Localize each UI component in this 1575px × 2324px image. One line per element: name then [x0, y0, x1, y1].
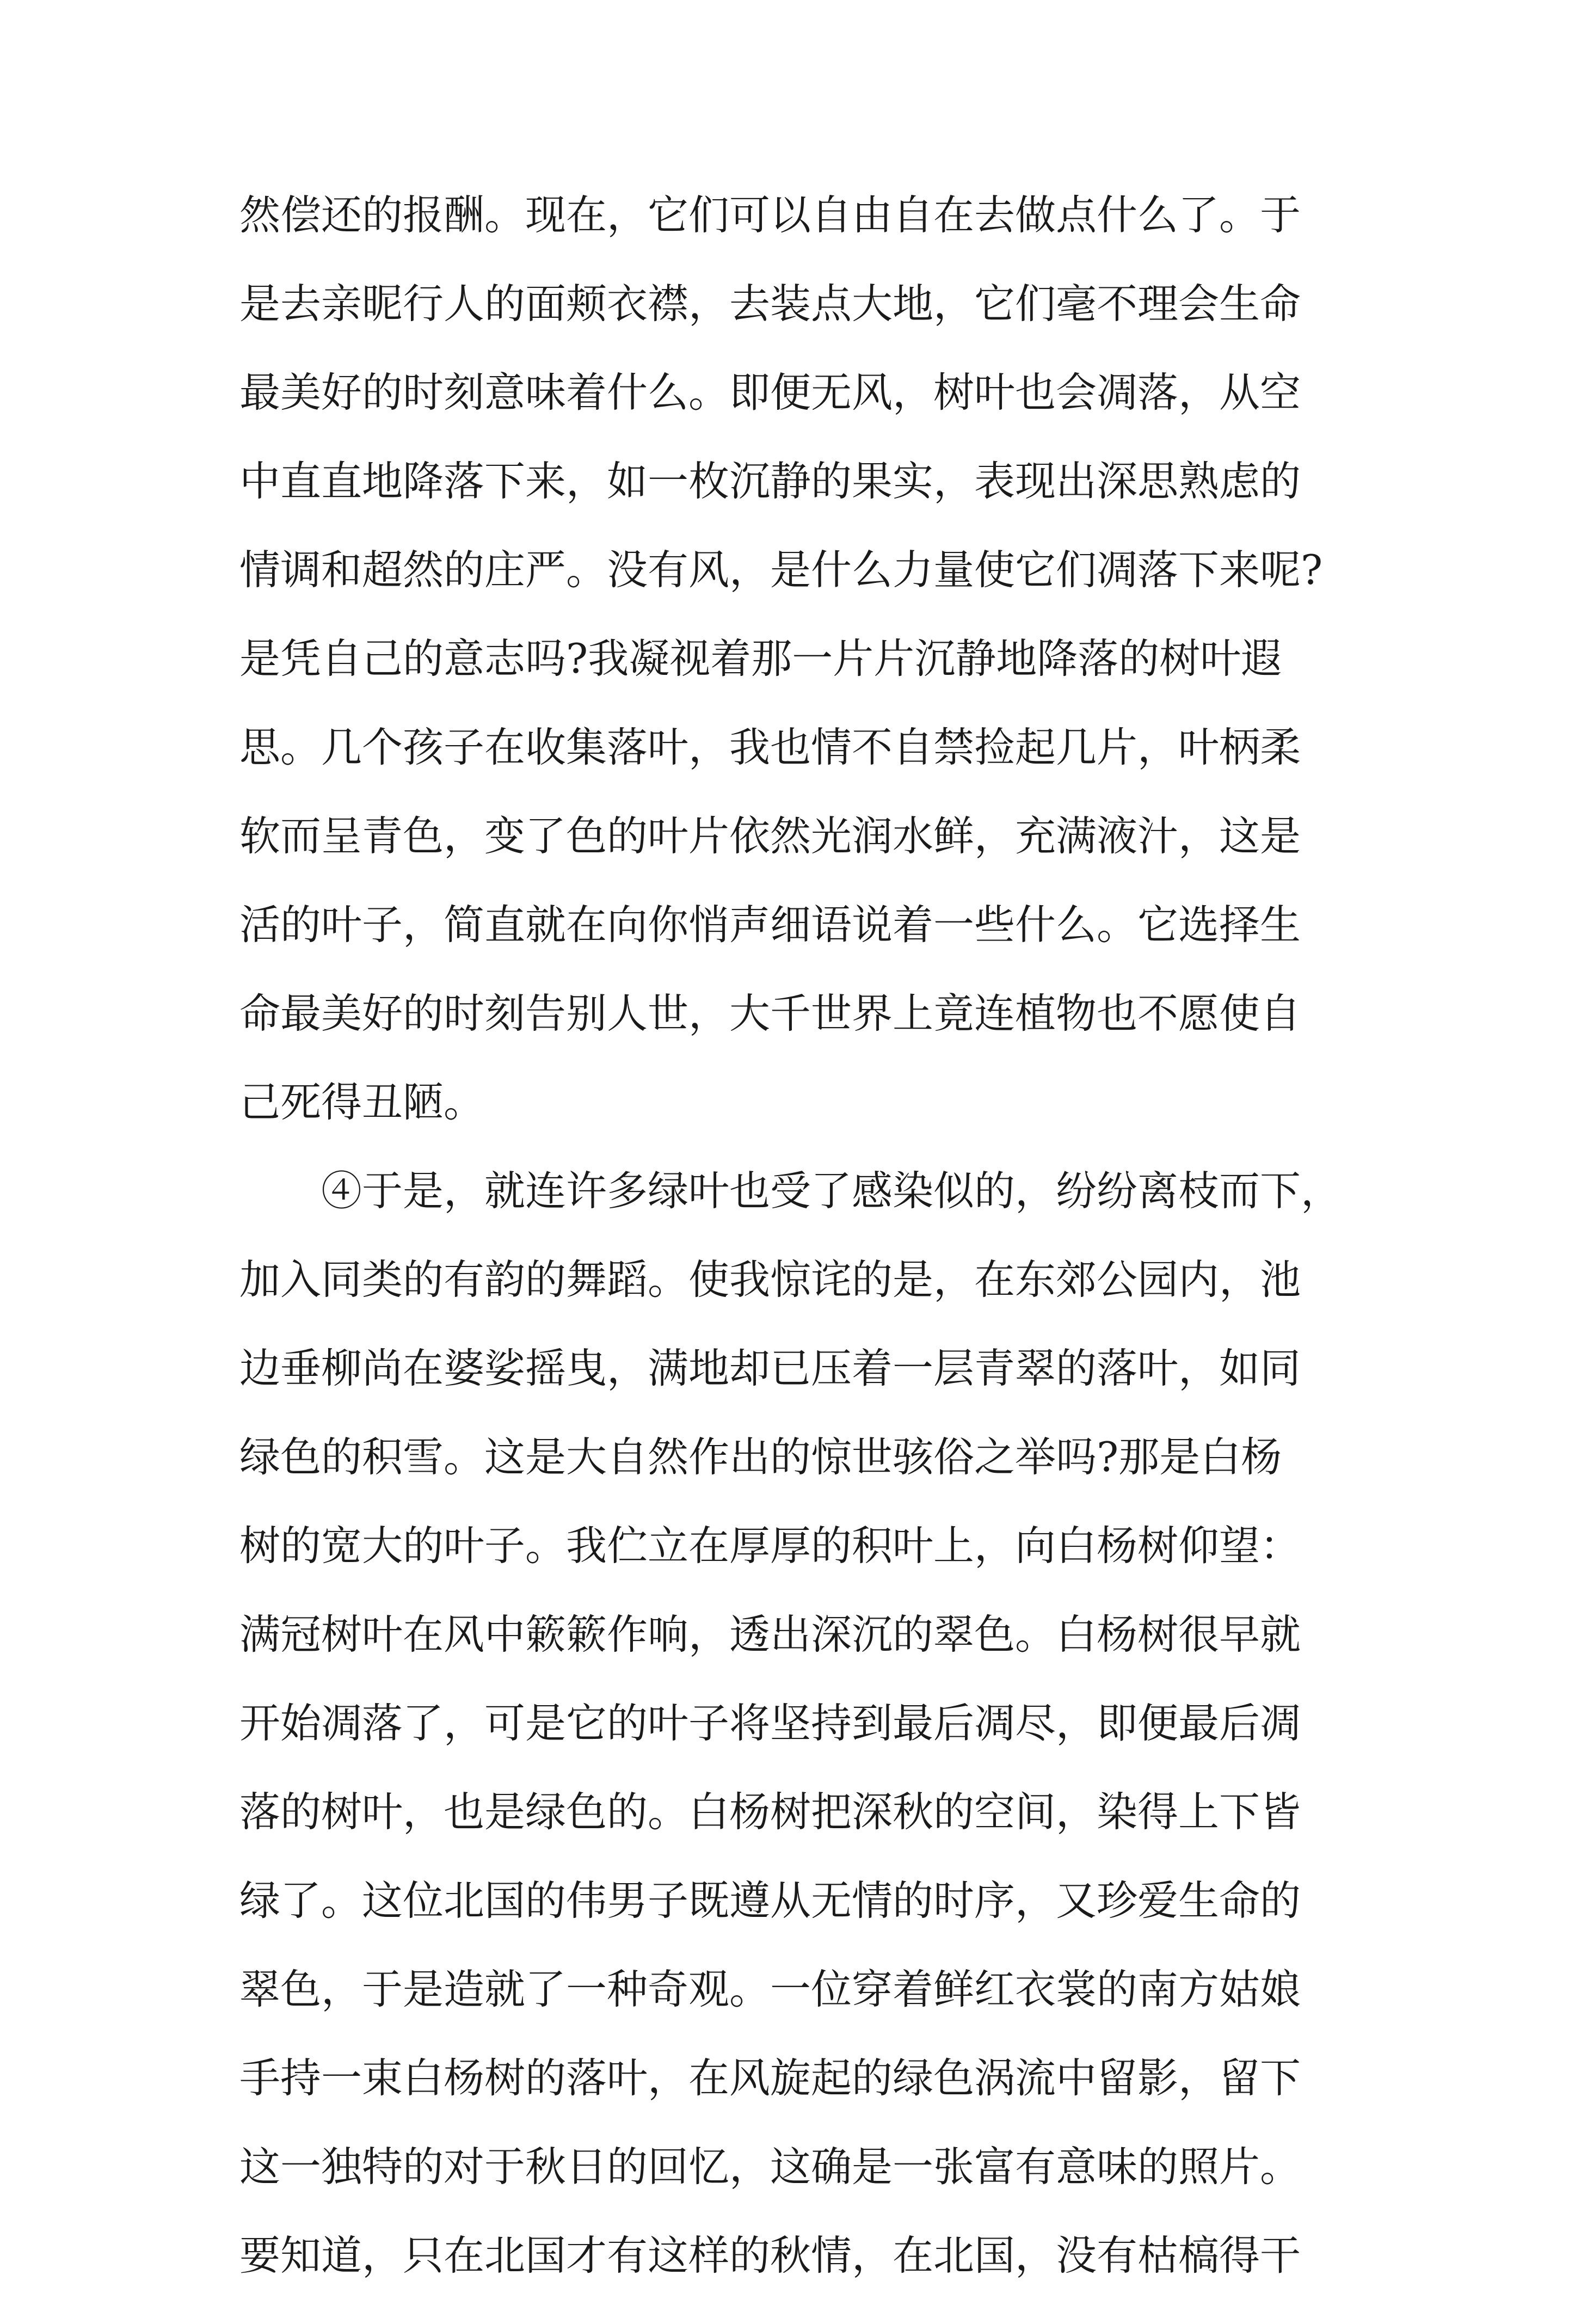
text-line: 最美好的时刻意味着什么。即便无风，树叶也会凋落，从空 [239, 368, 1301, 416]
text-line: 这一独特的对于秋日的回忆，这确是一张富有意味的照片。 [239, 2143, 1301, 2191]
text-line: 软而呈青色，变了色的叶片依然光润水鲜，充满液汁，这是 [239, 812, 1301, 860]
text-line: 活的叶子，简直就在向你悄声细语说着一些什么。它选择生 [239, 901, 1301, 949]
body-text [239, 191, 1350, 2324]
text-line: 是凭自己的意志吗?我凝视着那一片片沉静地降落的树叶遐 [239, 635, 1282, 683]
text-line: 落的树叶，也是绿色的。白杨树把深秋的空间，染得上下皆 [239, 1788, 1301, 1836]
text-line: 情调和超然的庄严。没有风，是什么力量使它们凋落下来呢? [239, 546, 1323, 594]
text-line: 开始凋落了，可是它的叶子将坚持到最后凋尽，即便最后凋 [239, 1699, 1301, 1747]
text-line: 满冠树叶在风中簌簌作响，透出深沉的翠色。白杨树很早就 [239, 1610, 1301, 1658]
text-line: 绿色的积雪。这是大自然作出的惊世骇俗之举吗?那是白杨 [239, 1433, 1282, 1481]
text-line: 加入同类的有韵的舞蹈。使我惊诧的是，在东郊公园内，池 [239, 1256, 1301, 1304]
text-line: 然偿还的报酬。现在，它们可以自由自在去做点什么了。于 [239, 191, 1301, 239]
text-line: 边垂柳尚在婆娑摇曳，满地却已压着一层青翠的落叶，如同 [239, 1344, 1301, 1392]
text-line: 绿了。这位北国的伟男子既遵从无情的时序，又珍爱生命的 [239, 1877, 1301, 1925]
text-line: 树的宽大的叶子。我伫立在厚厚的积叶上，向白杨树仰望： [239, 1522, 1301, 1570]
text-line: 是去亲昵行人的面颊衣襟，去装点大地，它们毫不理会生命 [239, 280, 1301, 328]
text-line: 翠色，于是造就了一种奇观。一位穿着鲜红衣裳的南方姑娘 [239, 1965, 1301, 2013]
text-line: 手持一束白杨树的落叶，在风旋起的绿色涡流中留影，留下 [239, 2054, 1301, 2102]
text-line: 中直直地降落下来，如一枚沉静的果实，表现出深思熟虑的 [239, 457, 1301, 505]
text-line: 命最美好的时刻告别人世，大千世界上竟连植物也不愿使自 [239, 989, 1301, 1037]
paragraph-end-line: 己死得丑陋。 [239, 1078, 485, 1126]
text-line: 要知道，只在北国才有这样的秋情，在北国，没有枯槁得干 [239, 2231, 1301, 2279]
text-line: 思。几个孩子在收集落叶，我也情不自禁捡起几片，叶柄柔 [239, 723, 1301, 771]
paragraph-start-line: ④于是，就连许多绿叶也受了感染似的，纷纷离枝而下， [321, 1167, 1342, 1215]
